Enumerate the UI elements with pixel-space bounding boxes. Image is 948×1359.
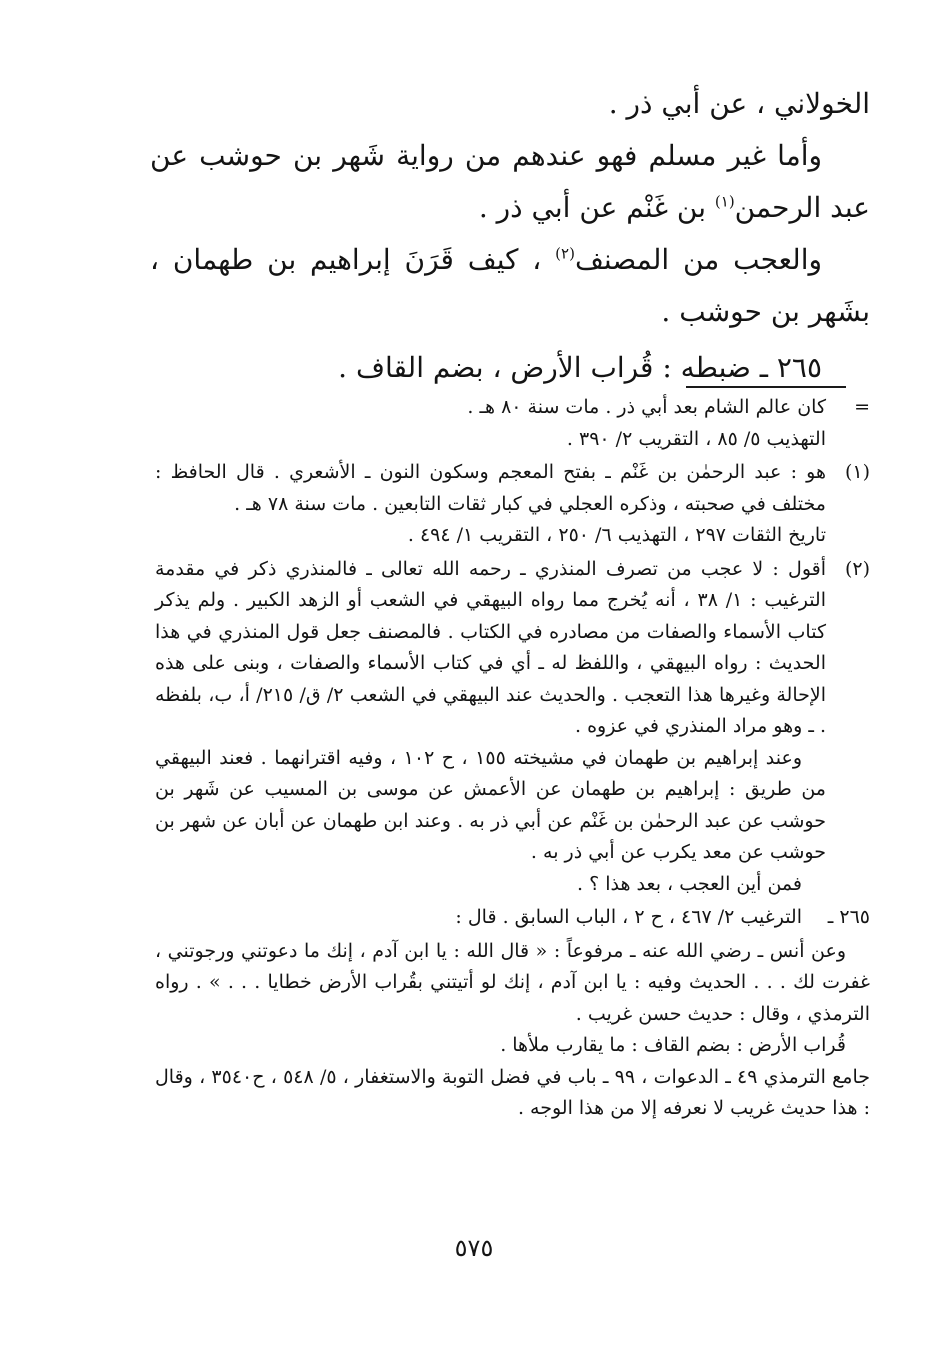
footnote-2-marker: (٢) <box>844 557 870 580</box>
page-number: ٥٧٥ <box>454 1234 494 1262</box>
footnotes <box>155 392 870 1127</box>
footnote-1-refs: تاريخ الثقات ٢٩٧ ، التهذيب ٦/ ٢٥٠ ، التقريب ١/ ٤٩٤ . <box>407 524 826 546</box>
footnote-2-body <box>155 554 826 901</box>
main-line-1 <box>150 78 870 130</box>
hadith-heading-text: ٢٦٥ ـ ضبطه : قُراب الأرض ، بضم القاف . <box>338 351 822 384</box>
main-paragraph-3-text-a: والعجب من المصنف <box>574 243 822 276</box>
footnote-1-marker: (١) <box>844 461 870 483</box>
footnote-ref-2: (٢) <box>555 244 575 263</box>
footnote-ref-1: (١) <box>714 192 735 211</box>
main-paragraph-3 <box>150 234 870 338</box>
footnote-continuation-line-1: كان عالم الشام بعد أبي ذر . مات سنة ٨٠ هـ . <box>467 396 826 418</box>
footnote-265-marker: ٢٦٥ ـ <box>827 906 870 928</box>
footnote-2-paragraph-2: وعند إبراهيم بن طهمان في مشيخته ١٥٥ ، ح ١٠٢ ، وفيه اقترانهما . فعند البيهقي من طريق : إبراهيم بن طهمان عن الأعمش عن موسى بن المسيب عن شَهر بن حوشب عن عبد الرحمٰن بن غَنْم عن أبي ذر به . وعند ابن طهمان عن أبان عن شهر بن حوشب عن معد يكرب عن أبي ذر به . <box>155 746 826 863</box>
main-paragraph-2-text-b: بن غَنْم عن أبي ذر . <box>478 191 715 224</box>
footnote-1-body <box>155 457 826 552</box>
footnote-continuation-body <box>155 392 826 455</box>
footnote-265-line-1: الترغيب ٢/ ٤٦٧ ، ح ٢ ، الباب السابق . قال : <box>455 906 802 928</box>
footnote-2-paragraph-1: أقول : لا عجب من تصرف المنذري ـ رحمه الله تعالى ـ فالمنذري ذكر في مقدمة الترغيب : ١/ ٣٨ ، أنه يُخرج مما رواه البيهقي في الشعب أو الزهد الكبير . ولم يذكر كتاب الأسماء والصفات من مصادره في الكتاب . فالمصنف جعل قول المنذري في هذا الحديث : رواه البيهقي ، واللفظ له ـ أي في كتاب الأسماء والصفات ، وبنى على هذه الإحالة وغيرها هذا التعجب . والحديث عند البيهقي في الشعب ٢/ ق/ ٢١٥/ أ، ب، بلفظه . ـ وهو مراد المنذري في عزوه . <box>155 557 826 737</box>
footnote-265-continued <box>155 936 870 1125</box>
footnote-separator <box>686 386 846 388</box>
footnote-265 <box>155 902 870 934</box>
main-paragraph-3-text-b: ، كيف قَرَنَ إبراهيم بن طهمان ، بشَهر بن حوشب . <box>150 243 870 328</box>
footnote-continuation-line-2: التهذيب ٥/ ٨٥ ، التقريب ٢/ ٣٩٠ . <box>566 427 826 450</box>
footnote-continuation <box>155 392 870 455</box>
footnote-1 <box>155 457 870 552</box>
footnote-2-paragraph-3: فمن أين العجب ، بعد هذا ؟ . <box>577 872 802 895</box>
main-paragraph-2 <box>150 130 870 234</box>
footnote-265-body <box>155 902 802 934</box>
footnote-1-text: هو : عبد الرحمٰن بن غَنْم ـ بفتح المعجم وسكون النون ـ الأشعري . قال الحافظ : مختلف في صحبته ، وذكره العجلي في كبار ثقات التابعين . مات سنة ٧٨ هـ . <box>155 461 826 515</box>
main-paragraph-2-text-a: وأما غير مسلم فهو عندهم من رواية شَهر بن حوشب عن عبد الرحمن <box>150 139 870 224</box>
main-line-1-text: الخولاني ، عن أبي ذر . <box>608 87 870 120</box>
footnote-265-paragraph-3: جامع الترمذي ٤٩ ـ الدعوات ، ٩٩ ـ باب في فضل التوبة والاستغفار ، ٥/ ٥٤٨ ، ح٣٥٤٠ ، وقال : هذا حديث غريب لا نعرفه إلا من هذا الوجه . <box>155 1065 870 1119</box>
footnote-continuation-marker: = <box>854 396 870 418</box>
main-text <box>150 78 870 394</box>
footnote-265-paragraph-2: قُراب الأرض : بضم القاف : ما يقارب ملأها . <box>500 1034 846 1056</box>
footnote-265-paragraph-1: وعن أنس ـ رضي الله عنه ـ مرفوعاً : « قال الله : يا ابن آدم ، إنك ما دعوتني ورجوتني ، غفرت لك . . . الحديث وفيه : يا ابن آدم ، إنك لو أتيتني بقُراب الأرض خطايا . . . » . رواه الترمذي ، وقال : حديث حسن غريب . <box>155 939 870 1025</box>
footnote-265-continued-body <box>155 936 870 1125</box>
footnote-2 <box>155 554 870 901</box>
